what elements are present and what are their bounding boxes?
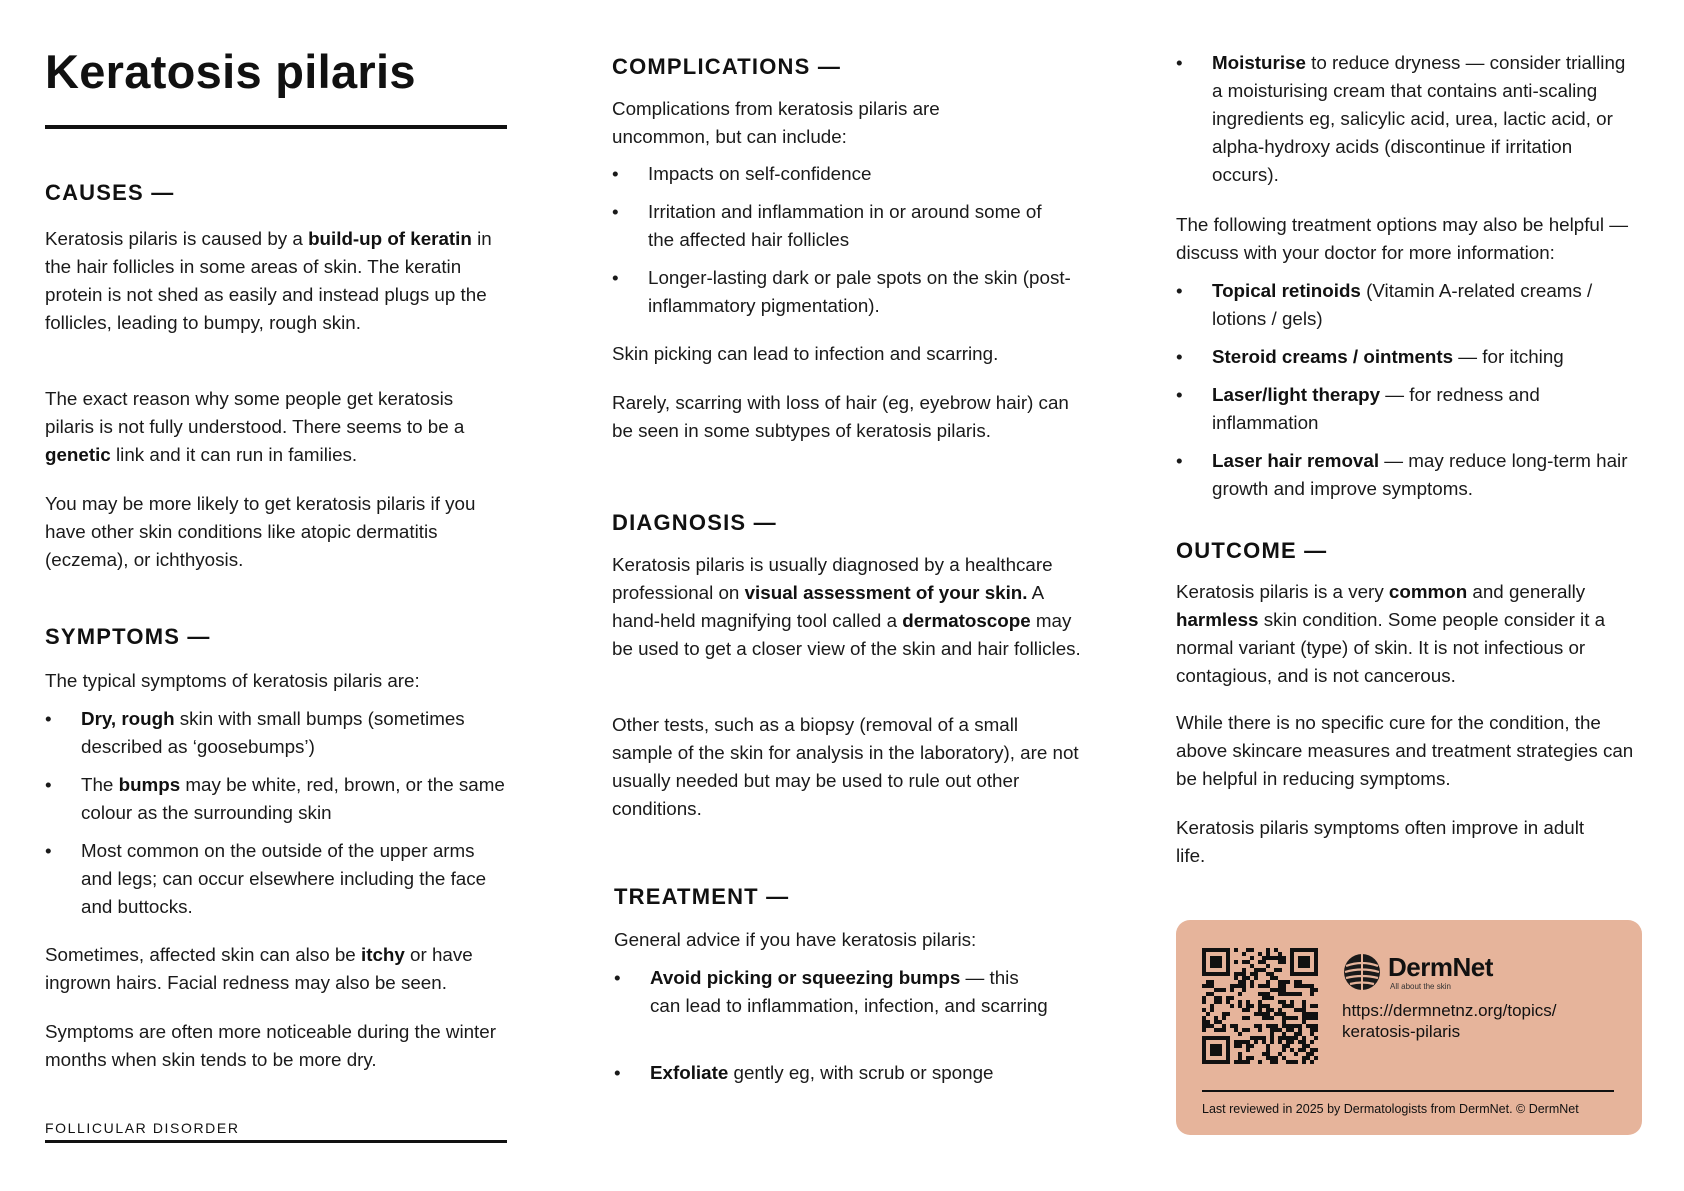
bullet-icon: • [45, 840, 52, 861]
diagnosis-paragraph-2: Other tests, such as a biopsy (removal of a small sample of the skin for analysis in the laboratory), are not usually needed but may be used to rule out other conditions. [612, 714, 1079, 819]
outcome-paragraph-3: Keratosis pilaris symptoms often improve in adult life. [1176, 817, 1585, 866]
footer-category-label: FOLLICULAR DISORDER [45, 1120, 240, 1136]
page-title: Keratosis pilaris [45, 45, 416, 98]
treatment-option-1: • Topical retinoids (Vitamin A-related creams / lotions / gels) [1176, 277, 1646, 333]
title-divider [45, 125, 507, 129]
symptoms-paragraph-2: Symptoms are often more noticeable during the winter months when skin tends to be more dry. [45, 1021, 496, 1070]
causes-paragraph-3: You may be more likely to get keratosis pilaris if you have other skin conditions like atopic dermatitis (eczema), or ichthyosis. [45, 493, 476, 570]
footer-divider [45, 1140, 507, 1143]
bullet-icon: • [45, 774, 52, 795]
dermnet-logo-icon [1342, 952, 1382, 992]
diagnosis-paragraph-1: Keratosis pilaris is usually diagnosed by a healthcare professional on visual assessment of your skin. A hand-held magnifying tool called a dermatoscope may be used to get a closer view of the skin and hair follicles. [612, 554, 1081, 659]
review-note: Last reviewed in 2025 by Dermatologists from DermNet. © DermNet [1202, 1102, 1579, 1116]
causes-paragraph-2: The exact reason why some people get keratosis pilaris is not fully understood. There seems to be a genetic link and it can run in families. [45, 388, 465, 465]
dermnet-info-card [1176, 920, 1642, 1135]
treatment-heading: TREATMENT — [614, 884, 790, 909]
symptoms-paragraph-1: Sometimes, affected skin can also be itchy or have ingrown hairs. Facial redness may also be seen. [45, 944, 473, 993]
bullet-icon: • [612, 163, 619, 184]
symptom-item-1: • Dry, rough skin with small bumps (sometimes described as ‘goosebumps’) [45, 705, 507, 761]
complication-item-3: • Longer-lasting dark or pale spots on the skin (post-inflammatory pigmentation). [612, 264, 1082, 320]
outcome-heading: OUTCOME — [1176, 538, 1328, 563]
treatment-option-3: • Laser/light therapy — for redness and inflammation [1176, 381, 1596, 437]
complication-item-2: • Irritation and inflammation in or around some of the affected hair follicles [612, 198, 1062, 254]
card-divider [1202, 1090, 1614, 1092]
dermnet-brand-name: DermNet [1388, 952, 1493, 982]
complications-paragraph-2: Rarely, scarring with loss of hair (eg, eyebrow hair) can be seen in some subtypes of keratosis pilaris. [612, 392, 1069, 441]
bullet-icon: • [1176, 52, 1183, 73]
treatment-item-3: • Moisturise to reduce dryness — consider trialling a moisturising cream that contains anti-scaling ingredients eg, salicylic acid, urea, lactic acid, or alpha-hydroxy acids (discontinue if irritation occurs). [1176, 49, 1626, 189]
symptom-item-2: • The bumps may be white, red, brown, or the same colour as the surrounding skin [45, 771, 507, 827]
causes-heading: CAUSES — [45, 180, 175, 205]
treatment-option-2: • Steroid creams / ointments — for itching [1176, 343, 1646, 371]
dermnet-topic-link[interactable]: https://dermnetnz.org/topics/ keratosis-pilaris [1342, 1001, 1557, 1041]
bullet-icon: • [1176, 280, 1183, 301]
bullet-icon: • [1176, 384, 1183, 405]
treatment-option-4: • Laser hair removal — may reduce long-term hair growth and improve symptoms. [1176, 447, 1646, 503]
causes-paragraph-1: Keratosis pilaris is caused by a build-up of keratin in the hair follicles in some areas of skin. The keratin protein is not shed as easily and instead plugs up the follicles, leading to bumpy, rough skin. [45, 228, 492, 333]
complications-intro: Complications from keratosis pilaris are uncommon, but can include: [612, 98, 940, 147]
complications-paragraph-1: Skin picking can lead to infection and scarring. [612, 343, 999, 364]
outcome-paragraph-2: While there is no specific cure for the condition, the above skincare measures and treatment strategies can be helpful in reducing symptoms. [1176, 712, 1634, 789]
treatment-intro: General advice if you have keratosis pilaris: [614, 929, 977, 950]
qr-code-icon[interactable] [1202, 948, 1318, 1064]
bullet-icon: • [614, 967, 621, 988]
bullet-icon: • [1176, 450, 1183, 471]
diagnosis-heading: DIAGNOSIS — [612, 510, 777, 535]
bullet-icon: • [612, 267, 619, 288]
dermnet-tagline: All about the skin [1390, 982, 1451, 991]
symptom-item-3: • Most common on the outside of the upper arms and legs; can occur elsewhere including the face and buttocks. [45, 837, 507, 921]
outcome-paragraph-1: Keratosis pilaris is a very common and generally harmless skin condition. Some people consider it a normal variant (type) of skin. It is not infectious or contagious, and is not cancerous. [1176, 581, 1606, 686]
symptoms-intro: The typical symptoms of keratosis pilaris are: [45, 670, 420, 691]
dermnet-logo [1342, 952, 1522, 996]
complications-heading: COMPLICATIONS — [612, 54, 842, 79]
treatment-options-paragraph: The following treatment options may also be helpful — discuss with your doctor for more information: [1176, 214, 1629, 263]
bullet-icon: • [1176, 346, 1183, 367]
bullet-icon: • [45, 708, 52, 729]
bullet-icon: • [612, 201, 619, 222]
complication-item-1: • Impacts on self-confidence [612, 160, 1082, 188]
bullet-icon: • [614, 1062, 621, 1083]
treatment-item-2: • Exfoliate gently eg, with scrub or sponge [614, 1059, 1084, 1087]
symptoms-heading: SYMPTOMS — [45, 624, 211, 649]
treatment-item-1: • Avoid picking or squeezing bumps — this can lead to inflammation, infection, and scarring [614, 964, 1054, 1020]
